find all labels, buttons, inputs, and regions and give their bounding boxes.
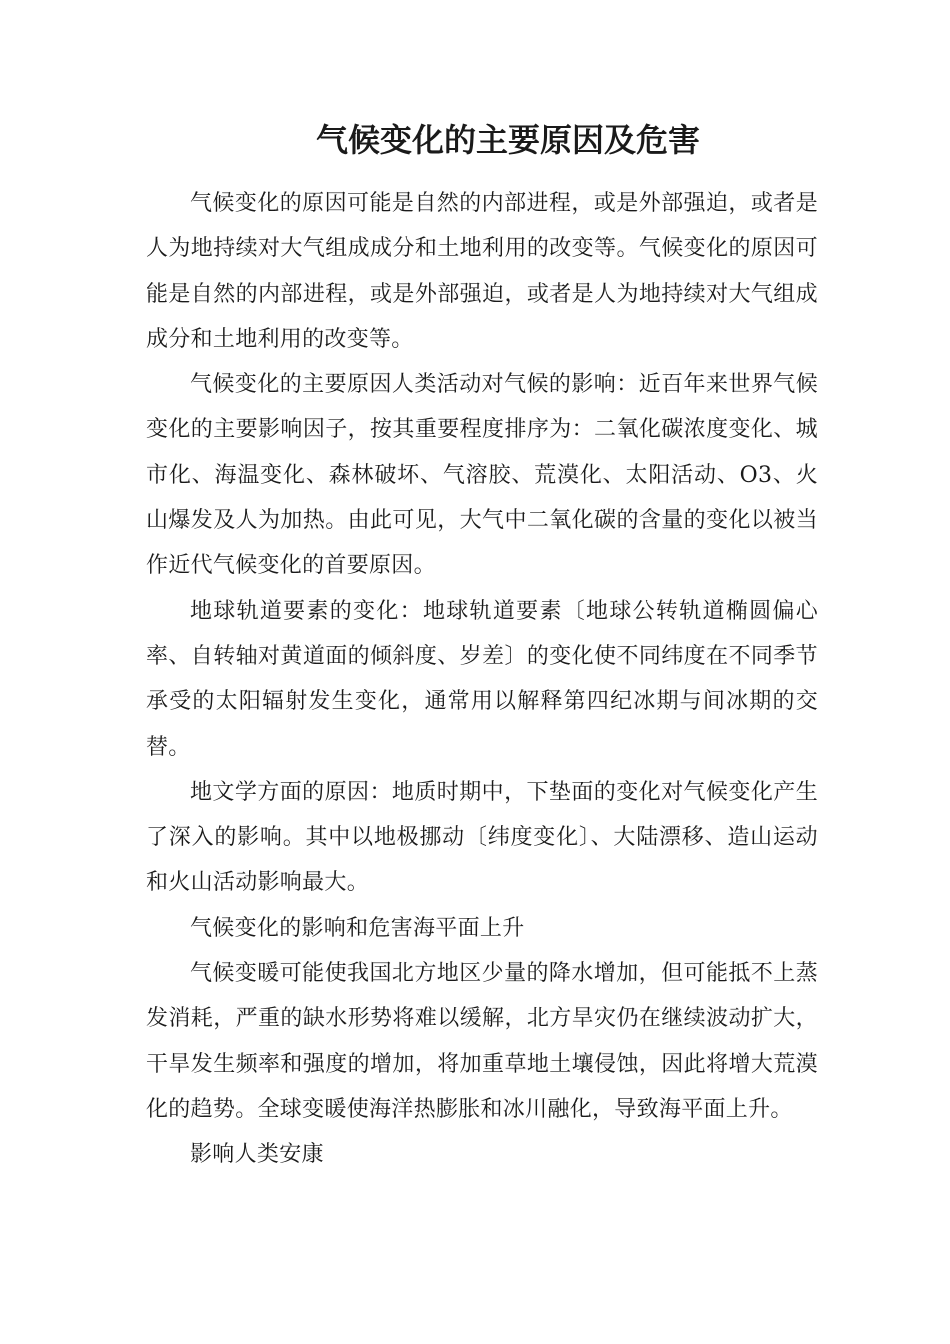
paragraph-causes-overview: 气候变化的原因可能是自然的内部进程，或是外部强迫，或者是人为地持续对大气组成成分和土地利用的改变等。气候变化的原因可能是自然的内部进程，或是外部强迫，或者是人为地持续对大气组成成分和土地利用的改变等。 bbox=[146, 191, 818, 352]
document-body bbox=[146, 181, 818, 1178]
document-title: 气候变化的主要原因及危害 bbox=[315, 121, 700, 159]
paragraph-impacts-heading: 气候变化的影响和危害海平面上升 bbox=[190, 915, 525, 941]
paragraph-drought-sea-level: 气候变暖可能使我国北方地区少量的降水增加，但可能抵不上蒸发消耗，严重的缺水形势将难以缓解，北方旱灾仍在继续波动扩大，干旱发生频率和强度的增加，将加重草地土壤侵蚀，因此将增大荒漠化的趋势。全球变暖使海洋热膨胀和冰川融化，导致海平面上升。 bbox=[146, 961, 818, 1122]
paragraph-physiographic-causes: 地文学方面的原因：地质时期中，下垫面的变化对气候变化产生了深入的影响。其中以地极挪动〔纬度变化〕、大陆漂移、造山运动和火山活动影响最大。 bbox=[146, 779, 818, 896]
paragraph-human-activity: 气候变化的主要原因人类活动对气候的影响：近百年来世界气候变化的主要影响因子，按其重要程度排序为：二氧化碳浓度变化、城市化、海温变化、森林破坏、气溶胶、荒漠化、太阳活动、O3、火山爆发及人为加热。由此可见，大气中二氧化碳的含量的变化以被当作近代气候变化的首要原因。 bbox=[146, 372, 818, 579]
paragraph-human-health-heading: 影响人类安康 bbox=[190, 1142, 324, 1168]
paragraph-orbital-elements: 地球轨道要素的变化：地球轨道要素〔地球公转轨道椭圆偏心率、自转轴对黄道面的倾斜度、岁差〕的变化使不同纬度在不同季节承受的太阳辐射发生变化，通常用以解释第四纪冰期与间冰期的交替。 bbox=[146, 598, 818, 760]
